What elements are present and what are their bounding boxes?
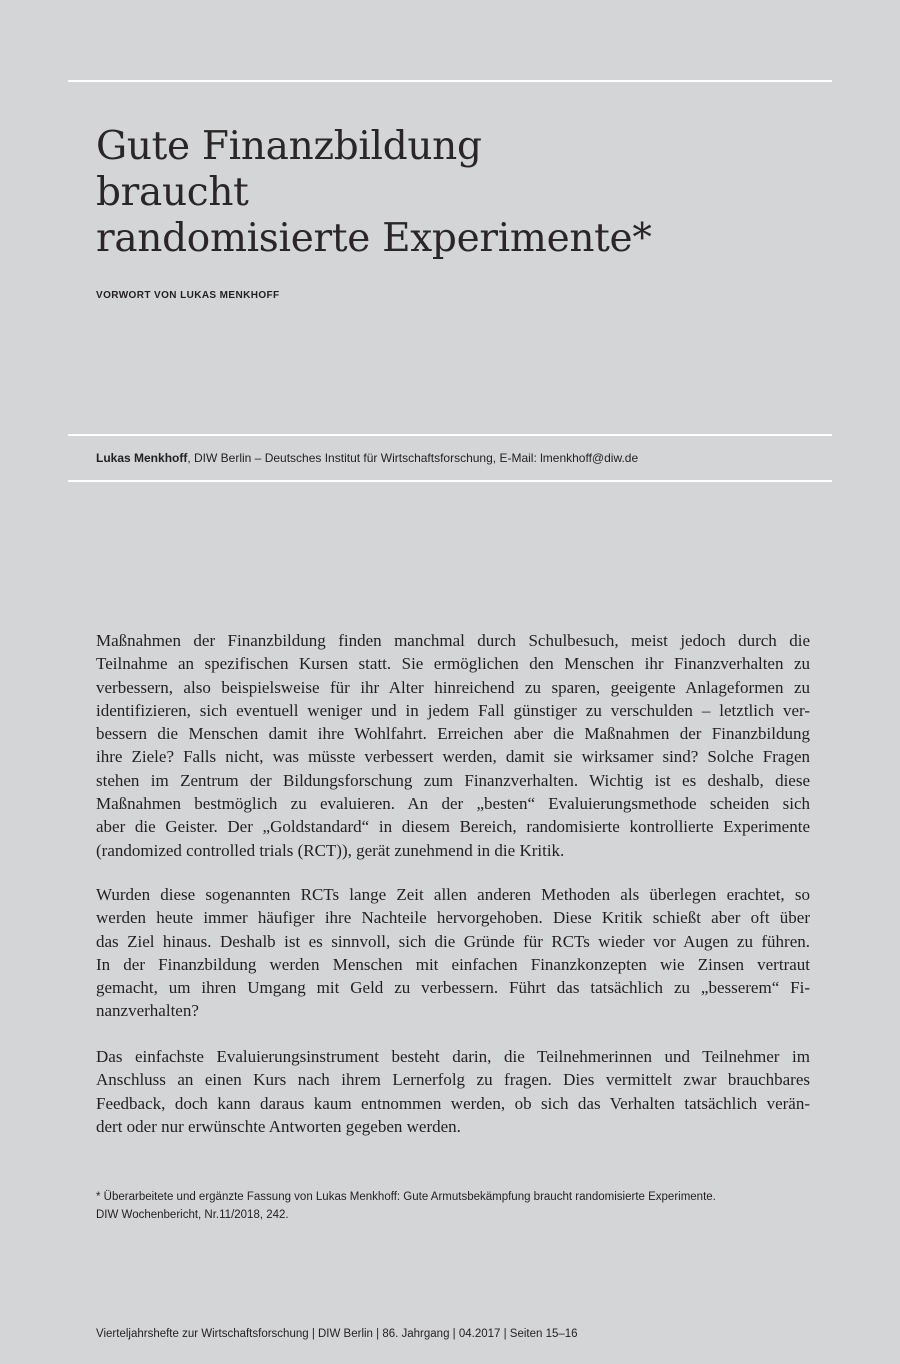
text-line: ihre Ziele? Falls nicht, was müsste verbessert werden, damit sie wirksamer sind? Solche Fragen	[96, 747, 810, 767]
footnote-line: * Überarbeitete und ergänzte Fassung von Lukas Menkhoff: Gute Armutsbekämpfung braucht randomisierte Experimente.	[96, 1191, 716, 1203]
text-line: werden heute immer häufiger ihre Nachteile hervorgehoben. Diese Kritik schießt aber oft über	[96, 908, 810, 928]
text-line: stehen im Zentrum der Bildungsforschung zum Finanzverhalten. Wichtig ist es deshalb, diese	[96, 770, 810, 790]
text-line: In der Finanzbildung werden Menschen mit einfachen Finanzkonzepten wie Zinsen vertraut	[96, 954, 810, 974]
title-line: randomisierte Experimente*	[96, 216, 652, 261]
paragraph-3	[96, 1045, 810, 1138]
text-line: Feedback, doch kann daraus kaum entnommen werden, ob sich das Verhalten tatsächlich verän-	[96, 1093, 810, 1113]
page-footer: Vierteljahrshefte zur Wirtschaftsforschung | DIW Berlin | 86. Jahrgang | 04.2017 | Seiten 15–16	[96, 1328, 578, 1340]
paragraph-1	[96, 629, 810, 862]
title-line: Gute Finanzbildung	[96, 124, 482, 169]
paragraph-2	[96, 883, 810, 1023]
author-name: Lukas Menkhoff	[96, 451, 188, 465]
text-line: (randomized controlled trials (RCT)), gerät zunehmend in die Kritik.	[96, 840, 565, 860]
text-line: Wurden diese sogenannten RCTs lange Zeit allen anderen Methoden als überlegen erachtet, so	[96, 885, 810, 904]
text-line: dert oder nur erwünschte Antworten gegeben werden.	[96, 1116, 461, 1136]
author-rule-top	[68, 434, 832, 436]
text-line: gemacht, um ihren Umgang mit Geld zu verbessern. Führt das tatsächlich zu „besserem“ Fi-	[96, 978, 810, 998]
text-line: verbessern, also beispielsweise für ihr Alter hinreichend zu sparen, geeigente Anlageformen zu	[96, 677, 810, 697]
text-line: nanzverhalten?	[96, 1001, 199, 1021]
text-line: Maßnahmen bestmöglich zu evaluieren. An der „besten“ Evaluierungsmethode scheiden sich	[96, 794, 810, 814]
author-info	[96, 451, 638, 465]
text-line: Maßnahmen der Finanzbildung finden manchmal durch Schulbesuch, meist jedoch durch die	[96, 631, 810, 650]
author-rule-bottom	[68, 480, 832, 482]
footnote	[96, 1188, 716, 1224]
text-line: Anschluss an einen Kurs nach ihrem Lernerfolg zu fragen. Dies vermittelt zwar brauchbares	[96, 1070, 810, 1090]
text-line: bessern die Menschen damit ihre Wohlfahrt. Erreichen aber die Maßnahmen der Finanzbildung	[96, 724, 810, 744]
text-line: identifizieren, sich eventuell weniger und in jedem Fall günstiger zu verschulden – letztlich ver-	[96, 700, 810, 720]
text-line: aber die Geister. Der „Goldstandard“ in diesem Bereich, randomisierte kontrollierte Experimente	[96, 817, 810, 837]
text-line: Das einfachste Evaluierungsinstrument besteht darin, die Teilnehmerinnen und Teilnehmer im	[96, 1047, 810, 1066]
footnote-line: DIW Wochenbericht, Nr.11/2018, 242.	[96, 1209, 289, 1221]
text-line: das Ziel hinaus. Deshalb ist es sinnvoll, sich die Gründe für RCTs wieder vor Augen zu führen.	[96, 931, 810, 951]
preface-byline: VORWORT VON LUKAS MENKHOFF	[96, 290, 280, 301]
title-line: braucht	[96, 170, 249, 215]
author-affiliation: , DIW Berlin – Deutsches Institut für Wirtschaftsforschung, E-Mail: lmenkhoff@diw.de	[187, 451, 639, 465]
text-line: Teilnahme an spezifischen Kursen statt. Sie ermöglichen den Menschen ihr Finanzverhalten zu	[96, 654, 810, 674]
top-rule	[68, 80, 832, 82]
article-title	[96, 124, 652, 262]
